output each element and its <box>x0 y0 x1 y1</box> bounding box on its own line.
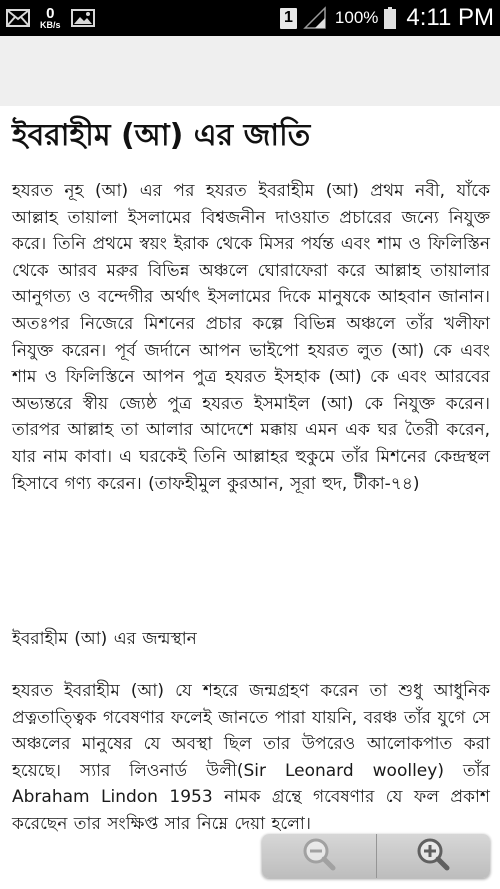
notification-icons <box>6 4 95 32</box>
section-heading: ইবরাহীম (আ) এর জন্মস্থান <box>12 629 197 649</box>
mail-icon <box>6 9 30 27</box>
zoom-in-button[interactable] <box>377 834 491 878</box>
image-icon <box>71 9 95 27</box>
signal-icon <box>303 6 329 30</box>
clock: 4:11 PM <box>406 4 494 31</box>
battery-icon <box>384 7 396 29</box>
zoom-controls <box>262 834 490 878</box>
sim-indicator: 1 <box>280 8 297 29</box>
battery-percentage: 100% <box>334 8 379 27</box>
network-speed-indicator <box>40 6 61 30</box>
zoom-out-button[interactable] <box>262 834 376 878</box>
article-title: ইবরাহীম (আ) এর জাতি <box>12 118 311 153</box>
article-paragraph: হযরত নূহ (আ) এর পর হযরত ইবরাহীম (আ) প্রথম নবী, যাঁকে আল্লাহ তায়ালা ইসলামের বিশ্বজনীন দাওয়াত প্রচারের জন্যে নিযুক্ত করে। তিনি প্রথমে স্বয়ং ইরাক থেকে মিসর পর্যন্ত এবং শাম ও ফিলিস্তিন থেকে আরব মরুর বিভিন্ন অঞ্চলে ঘোরাফেরা করে আল্লাহ তায়ালার আনুগত্য ও বন্দেগীর অর্থাৎ ইসলামের দিকে মানুষকে আহবান জানান। অতঃপর নিজেরে মিশনের প্রচার কল্পে বিভিন্ন অঞ্চলে তাঁর খলীফা নিযুক্ত করেন। পূর্ব জর্দানে আপন ভাইপো হযরত লুত (আ) কে এবং শাম ও ফিলিস্তিনে আপন পুত্র হযরত ইসহাক (আ) কে এবং আরবের অভ্যন্তরে স্বীয় জ্যেষ্ঠ পুত্র হযরত ইসমাইল (আ) কে নিযুক্ত করেন। তারপর আল্লাহ তা আলার আদেশে মক্কায় এমন এক ঘর তৈরী করেন, যার নাম কাবা। এ ঘরকেই তিনি আল্লাহর হুকুমে তাঁর মিশনের কেন্দ্রস্থল হিসাবে গণ্য করেন। (তাফহীমুল কুরআন, সূরা হুদ, টীকা-৭৪) <box>12 181 490 494</box>
zoom-in-icon <box>415 836 451 876</box>
network-speed-value: 0 <box>46 5 55 22</box>
app-toolbar <box>0 36 500 106</box>
network-speed-unit: KB/s <box>40 20 61 30</box>
article-paragraph: হযরত ইবরাহীম (আ) যে শহরে জন্মগ্রহণ করেন তা শুধু আধুনিক প্রত্নতাত্ত্বিক গবেষণার ফলেই জানতে পারা যায়নি, বরঞ্চ তাঁর যুগে সে অঞ্চলের মানুষের যে অবস্থা ছিল তার উপরেও আলোকপাত করা হয়েছে। স্যার লিওনার্ড উলী(Sir Leonard woolley) তাঁর Abraham Lindon 1953 নামক গ্রন্থে গবেষণার যে ফল প্রকাশ করেছেন তার সংক্ষিপ্ত সার নিম্নে দেয়া হলো। <box>12 681 490 834</box>
zoom-out-icon <box>301 836 337 876</box>
article-content[interactable] <box>0 106 500 889</box>
system-icons <box>280 0 494 36</box>
status-bar <box>0 0 500 36</box>
